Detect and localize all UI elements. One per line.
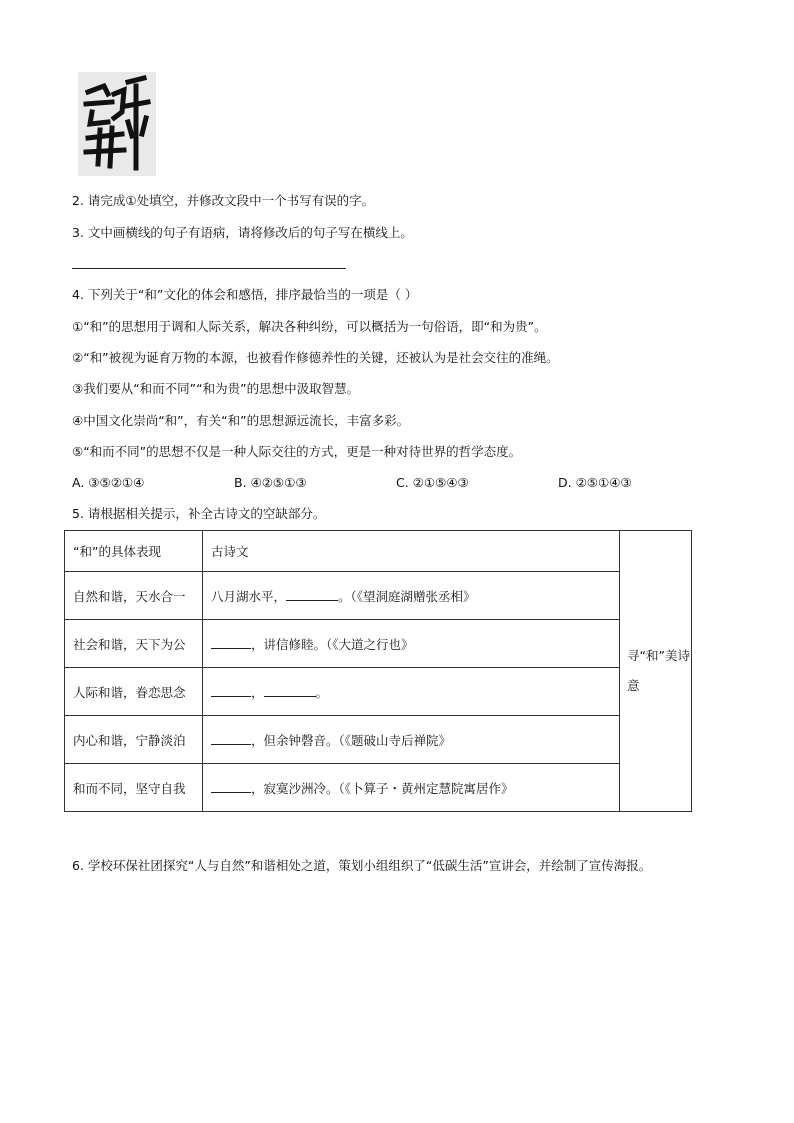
row-theme: 内心和谐，宁静淡泊 (65, 716, 203, 764)
seal-character-he-image (78, 72, 156, 176)
option-c[interactable]: C. ②①⑤④③ (396, 475, 469, 490)
option-b[interactable]: B. ④②⑤①③ (234, 475, 307, 490)
sentence-5: ⑤“和而不同”的思想不仅是一种人际交往的方式，更是一种对待世界的哲学态度。 (72, 444, 522, 459)
question-3: 3. 文中画横线的句子有语病，请将修改后的句子写在横线上。 (72, 225, 413, 240)
row-theme: 和而不同，坚守自我 (65, 764, 203, 812)
seal-character-image (78, 72, 156, 176)
fill-blank[interactable] (211, 732, 251, 745)
option-d[interactable]: D. ②⑤①④③ (558, 475, 632, 490)
row-poem (203, 668, 620, 716)
header-poem: 古诗文 (203, 531, 620, 572)
poem-text-after: ，讲信修睦。（《大道之行也》 (251, 636, 414, 652)
row-poem (203, 764, 620, 812)
table-row (65, 716, 692, 764)
poem-text-after: ，但余钟磬音。（《题破山寺后禅院》 (251, 732, 452, 748)
row-theme: 社会和谐，天下为公 (65, 620, 203, 668)
poem-table (64, 530, 692, 812)
poem-text-after: ，寂寞沙洲冷。（《卜算子・黄州定慧院寓居作》 (251, 780, 514, 796)
row-theme: 人际和谐，眷恋思念 (65, 668, 203, 716)
poem-text-after: 。 (315, 684, 329, 700)
table-header-row (65, 531, 692, 572)
question-6: 6. 学校环保社团探究“人与自然”和谐相处之道，策划小组组织了“低碳生活”宣讲会，并绘制了宣传海报。 (72, 858, 652, 873)
table-row (65, 572, 692, 620)
poem-text-after: 。（《望洞庭湖赠张丞相》 (338, 588, 476, 604)
fill-blank[interactable] (264, 684, 316, 697)
row-poem (203, 716, 620, 764)
question-2: 2. 请完成①处填空，并修改文段中一个书写有误的字。 (72, 193, 375, 208)
sentence-1: ①“和”的思想用于调和人际关系，解决各种纠纷，可以概括为一句俗语，即“和为贵”。 (72, 319, 547, 334)
sentence-4: ④中国文化崇尚“和”，有关“和”的思想源远流长，丰富多彩。 (72, 413, 410, 428)
table-row (65, 668, 692, 716)
answer-line[interactable] (72, 268, 346, 269)
fill-blank[interactable] (211, 780, 251, 793)
question-4-stem: 4. 下列关于“和”文化的体会和感悟，排序最恰当的一项是（ ） (72, 287, 418, 302)
side-label: 寻“和”美诗意 (620, 531, 692, 812)
row-poem (203, 620, 620, 668)
option-a[interactable]: A. ③⑤②①④ (72, 475, 145, 490)
table-row (65, 620, 692, 668)
row-poem (203, 572, 620, 620)
fill-blank[interactable] (211, 636, 251, 649)
poem-text-mid: ， (251, 684, 264, 700)
sentence-3: ③我们要从“和而不同”“和为贵”的思想中汲取智慧。 (72, 381, 360, 396)
fill-blank[interactable] (286, 588, 338, 601)
header-theme: “和”的具体表现 (65, 531, 203, 572)
sentence-2: ②“和”被视为诞育万物的本源，也被看作修德养性的关键，还被认为是社会交往的准绳。 (72, 350, 559, 365)
poem-text-before: 八月湖水平， (211, 588, 287, 604)
fill-blank[interactable] (211, 684, 251, 697)
question-5-stem: 5. 请根据相关提示，补全古诗文的空缺部分。 (72, 506, 326, 521)
row-theme: 自然和谐，天水合一 (65, 572, 203, 620)
table-row (65, 764, 692, 812)
